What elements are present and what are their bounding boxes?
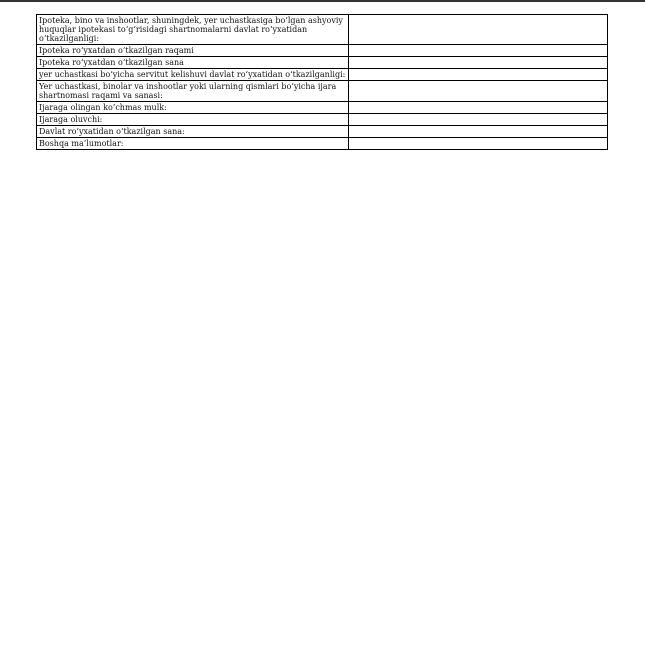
row-value xyxy=(349,15,608,45)
row-label: Ipoteka, bino va inshootlar, shuningdek, yer uchastkasiga bo‘lgan ashyoviy huquqlar ipotekasi to‘g‘risidagi shartnomalarni davlat ro‘yxatidan o‘tkazilganligi: xyxy=(37,15,349,45)
table-row-mortgage-date xyxy=(37,57,608,69)
row-value xyxy=(349,81,608,102)
row-label: Boshqa ma’lumotlar: xyxy=(37,138,349,150)
table-row-lease-contract xyxy=(37,81,608,102)
row-value xyxy=(349,45,608,57)
table-row-other-info xyxy=(37,138,608,150)
table-row-mortgage-number xyxy=(37,45,608,57)
row-value xyxy=(349,57,608,69)
row-label: Ipoteka ro‘yxatdan o‘tkazilgan raqami xyxy=(37,45,349,57)
row-label: yer uchastkasi bo‘yicha servitut kelishuvi davlat ro‘yxatidan o‘tkazilganligi: xyxy=(37,69,349,81)
page-top-border xyxy=(0,0,645,2)
row-label: Ijaraga olingan ko‘chmas mulk: xyxy=(37,102,349,114)
row-label: Ipoteka ro‘yxatdan o‘tkazilgan sana xyxy=(37,57,349,69)
row-label: Yer uchastkasi, binolar va inshootlar yoki ularning qismlari bo‘yicha ijara shartnomasi raqami va sanasi: xyxy=(37,81,349,102)
row-value xyxy=(349,138,608,150)
row-value xyxy=(349,102,608,114)
table-row-mortgage-registration xyxy=(37,15,608,45)
row-label: Ijaraga oluvchi: xyxy=(37,114,349,126)
row-value xyxy=(349,114,608,126)
registration-info-table xyxy=(36,14,608,150)
table-row-servitude-registration xyxy=(37,69,608,81)
table-row-lessee xyxy=(37,114,608,126)
row-label: Davlat ro‘yxatidan o‘tkazilgan sana: xyxy=(37,126,349,138)
table-row-state-registration-date xyxy=(37,126,608,138)
table-row-leased-property xyxy=(37,102,608,114)
row-value xyxy=(349,69,608,81)
table-body xyxy=(37,15,608,150)
row-value xyxy=(349,126,608,138)
